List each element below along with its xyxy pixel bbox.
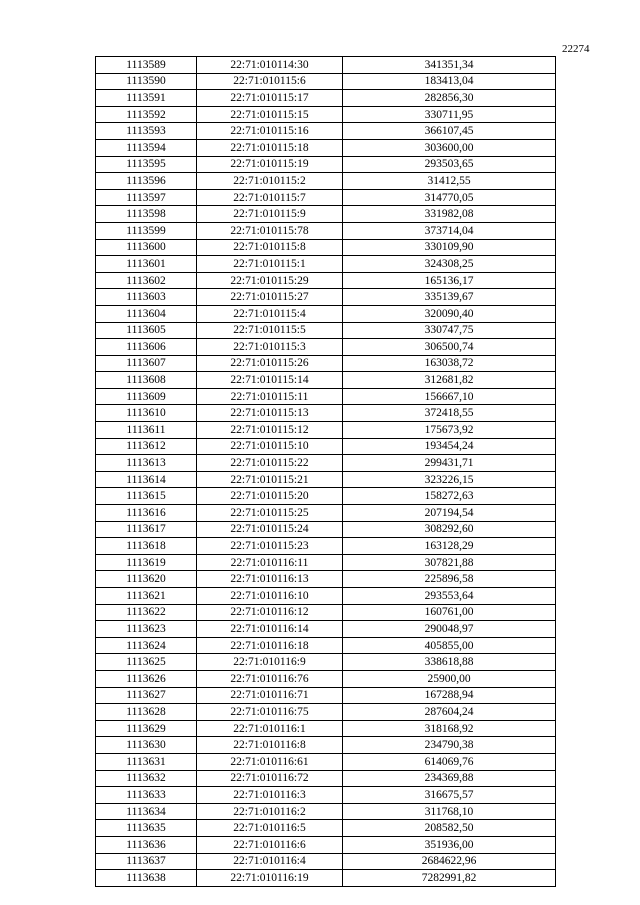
cadastral-number-cell: 22:71:010116:71 — [197, 687, 343, 704]
record-number-cell: 1113618 — [96, 538, 197, 555]
value-cell: 331982,08 — [343, 206, 556, 223]
value-cell: 614069,76 — [343, 753, 556, 770]
record-number-cell: 1113600 — [96, 239, 197, 256]
value-cell: 290048,97 — [343, 621, 556, 638]
cadastral-number-cell: 22:71:010115:12 — [197, 422, 343, 439]
table-row — [96, 438, 556, 455]
table-row — [96, 289, 556, 306]
record-number-cell: 1113591 — [96, 90, 197, 107]
table-row — [96, 139, 556, 156]
value-cell: 31412,55 — [343, 173, 556, 190]
cadastral-number-cell: 22:71:010115:78 — [197, 222, 343, 239]
value-cell: 234790,38 — [343, 737, 556, 754]
table-body — [96, 57, 556, 887]
record-number-cell: 1113626 — [96, 670, 197, 687]
record-number-cell: 1113614 — [96, 471, 197, 488]
table-row — [96, 588, 556, 605]
record-number-cell: 1113608 — [96, 372, 197, 389]
cadastral-number-cell: 22:71:010115:19 — [197, 156, 343, 173]
cadastral-number-cell: 22:71:010116:5 — [197, 820, 343, 837]
value-cell: 308292,60 — [343, 521, 556, 538]
cadastral-number-cell: 22:71:010116:72 — [197, 770, 343, 787]
table-row — [96, 853, 556, 870]
table-row — [96, 73, 556, 90]
cadastral-number-cell: 22:71:010115:22 — [197, 455, 343, 472]
value-cell: 316675,57 — [343, 787, 556, 804]
record-number-cell: 1113620 — [96, 571, 197, 588]
record-number-cell: 1113609 — [96, 388, 197, 405]
cadastral-number-cell: 22:71:010115:24 — [197, 521, 343, 538]
record-number-cell: 1113598 — [96, 206, 197, 223]
value-cell: 163038,72 — [343, 355, 556, 372]
record-number-cell: 1113630 — [96, 737, 197, 754]
cadastral-number-cell: 22:71:010115:8 — [197, 239, 343, 256]
record-number-cell: 1113629 — [96, 720, 197, 737]
record-number-cell: 1113616 — [96, 505, 197, 522]
cadastral-number-cell: 22:71:010116:1 — [197, 720, 343, 737]
cadastral-number-cell: 22:71:010116:8 — [197, 737, 343, 754]
record-number-cell: 1113590 — [96, 73, 197, 90]
record-number-cell: 1113619 — [96, 554, 197, 571]
record-number-cell: 1113638 — [96, 870, 197, 887]
record-number-cell: 1113611 — [96, 422, 197, 439]
value-cell: 373714,04 — [343, 222, 556, 239]
table-row — [96, 355, 556, 372]
cadastral-number-cell: 22:71:010116:10 — [197, 588, 343, 605]
table-row — [96, 770, 556, 787]
record-number-cell: 1113633 — [96, 787, 197, 804]
cadastral-number-cell: 22:71:010115:17 — [197, 90, 343, 107]
value-cell: 330711,95 — [343, 106, 556, 123]
value-cell: 158272,63 — [343, 488, 556, 505]
cadastral-number-cell: 22:71:010115:15 — [197, 106, 343, 123]
cadastral-number-cell: 22:71:010115:6 — [197, 73, 343, 90]
cadastral-number-cell: 22:71:010115:13 — [197, 405, 343, 422]
record-number-cell: 1113597 — [96, 189, 197, 206]
cadastral-number-cell: 22:71:010115:10 — [197, 438, 343, 455]
cadastral-number-cell: 22:71:010115:23 — [197, 538, 343, 555]
value-cell: 366107,45 — [343, 123, 556, 140]
value-cell: 7282991,82 — [343, 870, 556, 887]
value-cell: 167288,94 — [343, 687, 556, 704]
cadastral-number-cell: 22:71:010116:4 — [197, 853, 343, 870]
cadastral-number-cell: 22:71:010115:26 — [197, 355, 343, 372]
value-cell: 372418,55 — [343, 405, 556, 422]
record-number-cell: 1113631 — [96, 753, 197, 770]
record-number-cell: 1113627 — [96, 687, 197, 704]
table-row — [96, 687, 556, 704]
record-number-cell: 1113634 — [96, 803, 197, 820]
value-cell: 208582,50 — [343, 820, 556, 837]
table-row — [96, 189, 556, 206]
table-row — [96, 422, 556, 439]
record-number-cell: 1113624 — [96, 637, 197, 654]
record-number-cell: 1113610 — [96, 405, 197, 422]
cadastral-number-cell: 22:71:010115:29 — [197, 272, 343, 289]
table-row — [96, 521, 556, 538]
value-cell: 314770,05 — [343, 189, 556, 206]
record-number-cell: 1113601 — [96, 256, 197, 273]
record-number-cell: 1113605 — [96, 322, 197, 339]
cadastral-number-cell: 22:71:010116:12 — [197, 604, 343, 621]
table-row — [96, 621, 556, 638]
table-row — [96, 571, 556, 588]
record-number-cell: 1113617 — [96, 521, 197, 538]
cadastral-number-cell: 22:71:010116:14 — [197, 621, 343, 638]
value-cell: 341351,34 — [343, 57, 556, 74]
cadastral-number-cell: 22:71:010115:16 — [197, 123, 343, 140]
table-row — [96, 538, 556, 555]
cadastral-number-cell: 22:71:010115:4 — [197, 305, 343, 322]
cadastral-number-cell: 22:71:010116:3 — [197, 787, 343, 804]
value-cell: 311768,10 — [343, 803, 556, 820]
cadastral-number-cell: 22:71:010115:1 — [197, 256, 343, 273]
cadastral-number-cell: 22:71:010115:9 — [197, 206, 343, 223]
record-number-cell: 1113596 — [96, 173, 197, 190]
record-number-cell: 1113595 — [96, 156, 197, 173]
value-cell: 318168,92 — [343, 720, 556, 737]
table-row — [96, 654, 556, 671]
value-cell: 330109,90 — [343, 239, 556, 256]
value-cell: 2684622,96 — [343, 853, 556, 870]
record-number-cell: 1113621 — [96, 588, 197, 605]
table-row — [96, 239, 556, 256]
cadastral-number-cell: 22:71:010116:76 — [197, 670, 343, 687]
table-row — [96, 637, 556, 654]
table-row — [96, 156, 556, 173]
record-number-cell: 1113635 — [96, 820, 197, 837]
cadastral-number-cell: 22:71:010116:75 — [197, 704, 343, 721]
value-cell: 351936,00 — [343, 836, 556, 853]
value-cell: 25900,00 — [343, 670, 556, 687]
value-cell: 323226,15 — [343, 471, 556, 488]
value-cell: 163128,29 — [343, 538, 556, 555]
value-cell: 165136,17 — [343, 272, 556, 289]
cadastral-number-cell: 22:71:010115:27 — [197, 289, 343, 306]
cadastral-number-cell: 22:71:010116:6 — [197, 836, 343, 853]
record-number-cell: 1113628 — [96, 704, 197, 721]
cadastral-number-cell: 22:71:010115:20 — [197, 488, 343, 505]
table-row — [96, 106, 556, 123]
table-row — [96, 372, 556, 389]
cadastral-number-cell: 22:71:010115:3 — [197, 339, 343, 356]
value-cell: 312681,82 — [343, 372, 556, 389]
value-cell: 207194,54 — [343, 505, 556, 522]
cadastral-number-cell: 22:71:010116:2 — [197, 803, 343, 820]
value-cell: 160761,00 — [343, 604, 556, 621]
record-number-cell: 1113602 — [96, 272, 197, 289]
table-row — [96, 554, 556, 571]
table-row — [96, 753, 556, 770]
value-cell: 303600,00 — [343, 139, 556, 156]
cadastral-number-cell: 22:71:010116:13 — [197, 571, 343, 588]
value-cell: 287604,24 — [343, 704, 556, 721]
value-cell: 330747,75 — [343, 322, 556, 339]
data-table — [95, 56, 556, 887]
record-number-cell: 1113623 — [96, 621, 197, 638]
value-cell: 234369,88 — [343, 770, 556, 787]
table-row — [96, 720, 556, 737]
cadastral-number-cell: 22:71:010115:14 — [197, 372, 343, 389]
cadastral-number-cell: 22:71:010116:9 — [197, 654, 343, 671]
table-row — [96, 455, 556, 472]
table-row — [96, 471, 556, 488]
cadastral-number-cell: 22:71:010115:5 — [197, 322, 343, 339]
value-cell: 225896,58 — [343, 571, 556, 588]
value-cell: 338618,88 — [343, 654, 556, 671]
cadastral-number-cell: 22:71:010115:18 — [197, 139, 343, 156]
table-row — [96, 870, 556, 887]
value-cell: 183413,04 — [343, 73, 556, 90]
value-cell: 306500,74 — [343, 339, 556, 356]
value-cell: 299431,71 — [343, 455, 556, 472]
table-row — [96, 256, 556, 273]
cadastral-number-cell: 22:71:010115:21 — [197, 471, 343, 488]
cadastral-number-cell: 22:71:010116:18 — [197, 637, 343, 654]
table-row — [96, 206, 556, 223]
table-row — [96, 803, 556, 820]
table-row — [96, 222, 556, 239]
value-cell: 320090,40 — [343, 305, 556, 322]
table-row — [96, 173, 556, 190]
table-row — [96, 339, 556, 356]
table-row — [96, 123, 556, 140]
table-row — [96, 704, 556, 721]
table-row — [96, 90, 556, 107]
value-cell: 293503,65 — [343, 156, 556, 173]
value-cell: 282856,30 — [343, 90, 556, 107]
table-row — [96, 604, 556, 621]
table-row — [96, 305, 556, 322]
table-row — [96, 322, 556, 339]
cadastral-number-cell: 22:71:010116:11 — [197, 554, 343, 571]
record-number-cell: 1113637 — [96, 853, 197, 870]
table-row — [96, 787, 556, 804]
record-number-cell: 1113606 — [96, 339, 197, 356]
record-number-cell: 1113622 — [96, 604, 197, 621]
cadastral-number-cell: 22:71:010115:25 — [197, 505, 343, 522]
record-number-cell: 1113589 — [96, 57, 197, 74]
record-number-cell: 1113593 — [96, 123, 197, 140]
cadastral-number-cell: 22:71:010115:2 — [197, 173, 343, 190]
table-row — [96, 388, 556, 405]
record-number-cell: 1113632 — [96, 770, 197, 787]
table-row — [96, 505, 556, 522]
cadastral-number-cell: 22:71:010114:30 — [197, 57, 343, 74]
record-number-cell: 1113625 — [96, 654, 197, 671]
value-cell: 324308,25 — [343, 256, 556, 273]
value-cell: 175673,92 — [343, 422, 556, 439]
table-row — [96, 488, 556, 505]
table-row — [96, 820, 556, 837]
record-number-cell: 1113594 — [96, 139, 197, 156]
table-row — [96, 737, 556, 754]
value-cell: 293553,64 — [343, 588, 556, 605]
record-number-cell: 1113613 — [96, 455, 197, 472]
table-row — [96, 405, 556, 422]
value-cell: 307821,88 — [343, 554, 556, 571]
record-number-cell: 1113612 — [96, 438, 197, 455]
record-number-cell: 1113604 — [96, 305, 197, 322]
record-number-cell: 1113592 — [96, 106, 197, 123]
table-row — [96, 836, 556, 853]
table-row — [96, 57, 556, 74]
cadastral-number-cell: 22:71:010116:19 — [197, 870, 343, 887]
record-number-cell: 1113636 — [96, 836, 197, 853]
table-row — [96, 272, 556, 289]
value-cell: 405855,00 — [343, 637, 556, 654]
cadastral-number-cell: 22:71:010116:61 — [197, 753, 343, 770]
value-cell: 193454,24 — [343, 438, 556, 455]
value-cell: 335139,67 — [343, 289, 556, 306]
value-cell: 156667,10 — [343, 388, 556, 405]
record-number-cell: 1113603 — [96, 289, 197, 306]
table-row — [96, 670, 556, 687]
record-number-cell: 1113599 — [96, 222, 197, 239]
page-number: 22274 — [562, 43, 590, 55]
cadastral-number-cell: 22:71:010115:11 — [197, 388, 343, 405]
record-number-cell: 1113615 — [96, 488, 197, 505]
record-number-cell: 1113607 — [96, 355, 197, 372]
cadastral-number-cell: 22:71:010115:7 — [197, 189, 343, 206]
